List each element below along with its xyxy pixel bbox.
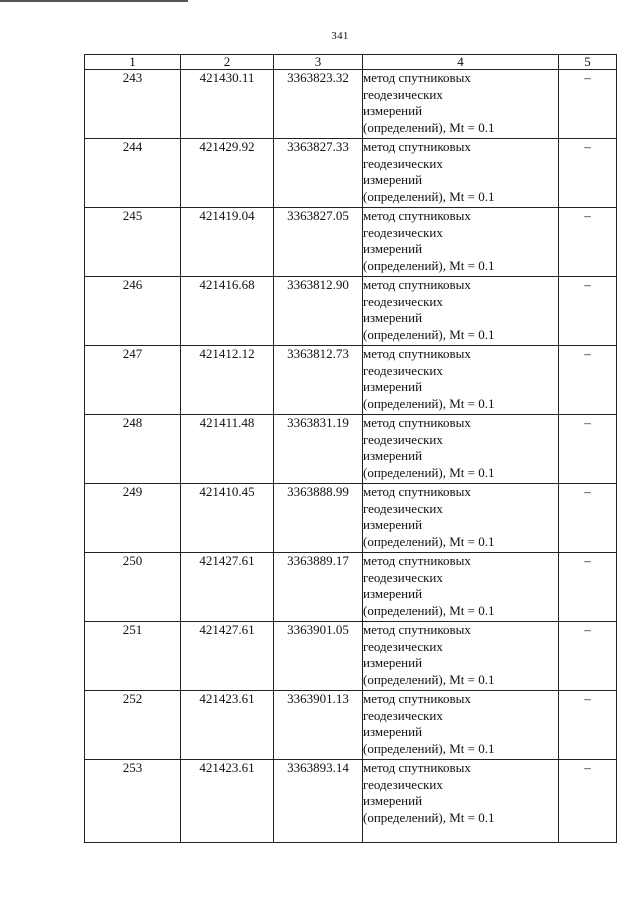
point-number-cell: 243 bbox=[85, 70, 181, 139]
method-line: метод спутниковых bbox=[363, 346, 471, 361]
method-line: геодезических bbox=[363, 707, 443, 723]
x-coordinate-cell: 421410.45 bbox=[181, 484, 274, 553]
point-number-cell: 246 bbox=[85, 277, 181, 346]
note-cell: – bbox=[559, 553, 617, 622]
method-line: (определений), Mt = 0.1 bbox=[363, 602, 495, 618]
method-line: (определений), Mt = 0.1 bbox=[363, 464, 495, 480]
x-coordinate-cell: 421411.48 bbox=[181, 415, 274, 484]
method-line: геодезических bbox=[363, 500, 443, 516]
method-cell bbox=[363, 760, 559, 843]
method-line: (определений), Mt = 0.1 bbox=[363, 395, 495, 411]
method-line: метод спутниковых bbox=[363, 208, 471, 223]
method-line: геодезических bbox=[363, 224, 443, 240]
note-cell: – bbox=[559, 415, 617, 484]
method-line: измерений bbox=[363, 793, 423, 808]
note-cell: – bbox=[559, 760, 617, 843]
top-rule bbox=[0, 0, 188, 2]
method-line: геодезических bbox=[363, 638, 443, 654]
x-coordinate-cell: 421419.04 bbox=[181, 208, 274, 277]
table-row bbox=[85, 346, 617, 415]
note-cell: – bbox=[559, 622, 617, 691]
method-cell bbox=[363, 346, 559, 415]
x-coordinate-cell: 421412.12 bbox=[181, 346, 274, 415]
x-coordinate-cell: 421427.61 bbox=[181, 553, 274, 622]
method-line: геодезических bbox=[363, 569, 443, 585]
method-line: геодезических bbox=[363, 431, 443, 447]
y-coordinate-cell: 3363893.14 bbox=[274, 760, 363, 843]
point-number-cell: 253 bbox=[85, 760, 181, 843]
method-cell bbox=[363, 553, 559, 622]
table-row bbox=[85, 208, 617, 277]
method-line: геодезических bbox=[363, 293, 443, 309]
y-coordinate-cell: 3363888.99 bbox=[274, 484, 363, 553]
method-line: метод спутниковых bbox=[363, 484, 471, 499]
y-coordinate-cell: 3363901.13 bbox=[274, 691, 363, 760]
column-header-3: 3 bbox=[274, 55, 363, 70]
method-line: геодезических bbox=[363, 362, 443, 378]
method-line: геодезических bbox=[363, 86, 443, 102]
method-line: измерений bbox=[363, 310, 423, 325]
method-line: метод спутниковых bbox=[363, 691, 471, 706]
method-line: (определений), Mt = 0.1 bbox=[363, 257, 495, 273]
method-line: геодезических bbox=[363, 776, 443, 792]
table-row bbox=[85, 484, 617, 553]
point-number-cell: 250 bbox=[85, 553, 181, 622]
coordinates-table bbox=[84, 54, 617, 843]
x-coordinate-cell: 421416.68 bbox=[181, 277, 274, 346]
table-row bbox=[85, 139, 617, 208]
table-row bbox=[85, 691, 617, 760]
method-cell bbox=[363, 484, 559, 553]
point-number-cell: 249 bbox=[85, 484, 181, 553]
x-coordinate-cell: 421427.61 bbox=[181, 622, 274, 691]
method-line: (определений), Mt = 0.1 bbox=[363, 188, 495, 204]
method-line: метод спутниковых bbox=[363, 139, 471, 154]
x-coordinate-cell: 421423.61 bbox=[181, 691, 274, 760]
column-header-4: 4 bbox=[363, 55, 559, 70]
method-cell bbox=[363, 70, 559, 139]
table-row bbox=[85, 553, 617, 622]
x-coordinate-cell: 421429.92 bbox=[181, 139, 274, 208]
x-coordinate-cell: 421430.11 bbox=[181, 70, 274, 139]
method-line: метод спутниковых bbox=[363, 415, 471, 430]
method-line: (определений), Mt = 0.1 bbox=[363, 119, 495, 135]
column-header-5: 5 bbox=[559, 55, 617, 70]
y-coordinate-cell: 3363901.05 bbox=[274, 622, 363, 691]
note-cell: – bbox=[559, 139, 617, 208]
point-number-cell: 248 bbox=[85, 415, 181, 484]
method-line: измерений bbox=[363, 379, 423, 394]
method-line: измерений bbox=[363, 172, 423, 187]
method-line: (определений), Mt = 0.1 bbox=[363, 326, 495, 342]
y-coordinate-cell: 3363827.05 bbox=[274, 208, 363, 277]
method-line: измерений bbox=[363, 103, 423, 118]
y-coordinate-cell: 3363827.33 bbox=[274, 139, 363, 208]
table-row bbox=[85, 415, 617, 484]
method-cell bbox=[363, 277, 559, 346]
method-cell bbox=[363, 691, 559, 760]
x-coordinate-cell: 421423.61 bbox=[181, 760, 274, 843]
note-cell: – bbox=[559, 70, 617, 139]
method-line: метод спутниковых bbox=[363, 553, 471, 568]
page-number: 341 bbox=[331, 30, 349, 42]
method-line: измерений bbox=[363, 655, 423, 670]
table-row bbox=[85, 760, 617, 843]
method-line: (определений), Mt = 0.1 bbox=[363, 809, 495, 825]
method-line: (определений), Mt = 0.1 bbox=[363, 671, 495, 687]
column-header-2: 2 bbox=[181, 55, 274, 70]
method-cell bbox=[363, 208, 559, 277]
column-header-1: 1 bbox=[85, 55, 181, 70]
note-cell: – bbox=[559, 691, 617, 760]
method-cell bbox=[363, 139, 559, 208]
method-line: измерений bbox=[363, 448, 423, 463]
method-line: метод спутниковых bbox=[363, 760, 471, 775]
method-line: метод спутниковых bbox=[363, 622, 471, 637]
point-number-cell: 247 bbox=[85, 346, 181, 415]
method-cell bbox=[363, 415, 559, 484]
table-row bbox=[85, 70, 617, 139]
y-coordinate-cell: 3363831.19 bbox=[274, 415, 363, 484]
method-line: измерений bbox=[363, 724, 423, 739]
table-header-row bbox=[85, 55, 617, 70]
method-line: геодезических bbox=[363, 155, 443, 171]
y-coordinate-cell: 3363889.17 bbox=[274, 553, 363, 622]
point-number-cell: 252 bbox=[85, 691, 181, 760]
point-number-cell: 245 bbox=[85, 208, 181, 277]
note-cell: – bbox=[559, 277, 617, 346]
table-row bbox=[85, 622, 617, 691]
y-coordinate-cell: 3363823.32 bbox=[274, 70, 363, 139]
point-number-cell: 251 bbox=[85, 622, 181, 691]
method-line: (определений), Mt = 0.1 bbox=[363, 533, 495, 549]
method-line: измерений bbox=[363, 241, 423, 256]
method-line: измерений bbox=[363, 517, 423, 532]
method-line: метод спутниковых bbox=[363, 70, 471, 85]
note-cell: – bbox=[559, 208, 617, 277]
method-cell bbox=[363, 622, 559, 691]
y-coordinate-cell: 3363812.73 bbox=[274, 346, 363, 415]
method-line: (определений), Mt = 0.1 bbox=[363, 740, 495, 756]
note-cell: – bbox=[559, 484, 617, 553]
note-cell: – bbox=[559, 346, 617, 415]
table-row bbox=[85, 277, 617, 346]
y-coordinate-cell: 3363812.90 bbox=[274, 277, 363, 346]
point-number-cell: 244 bbox=[85, 139, 181, 208]
method-line: метод спутниковых bbox=[363, 277, 471, 292]
method-line: измерений bbox=[363, 586, 423, 601]
table-body bbox=[85, 70, 617, 843]
